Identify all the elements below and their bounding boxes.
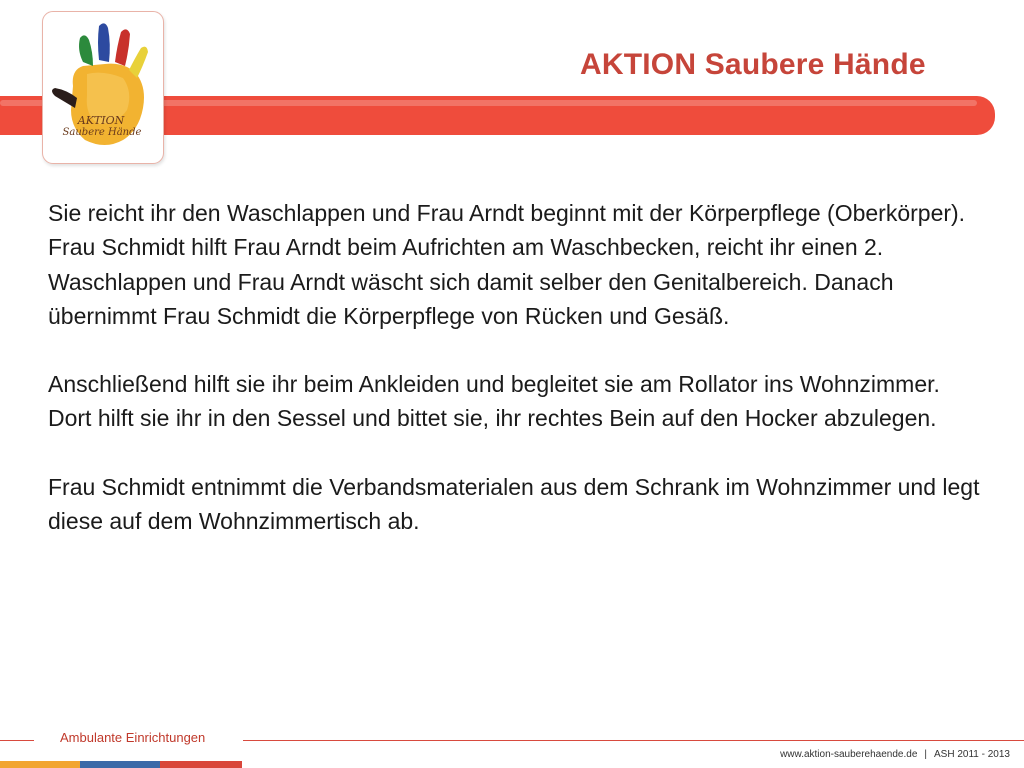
footer-divider-right — [243, 740, 1024, 741]
paragraph-1: Sie reicht ihr den Waschlappen und Frau Arndt beginnt mit der Körperpflege (Oberkörper). — [48, 200, 966, 226]
footer-info — [780, 749, 1010, 760]
hand-logo-icon — [43, 12, 163, 163]
footer-color-strip-blue — [80, 761, 160, 768]
aktion-logo — [42, 11, 164, 164]
footer-divider-left — [0, 740, 34, 741]
svg-text:Saubere Hände: Saubere Hände — [62, 127, 142, 138]
paragraph-3: Anschließend hilft sie ihr beim Ankleiden und begleitet sie am Rollator ins Wohnzimmer. Dort hilft sie ihr in den Sessel und bittet sie, ihr rechtes Bein auf den Hocker abzulegen. — [48, 371, 940, 432]
footer-copyright: ASH 2011 - 2013 — [934, 749, 1010, 760]
svg-text:AKTION: AKTION — [77, 114, 125, 127]
slide-body — [48, 196, 983, 538]
footer-color-strip-red — [160, 761, 242, 768]
paragraph-4: Frau Schmidt entnimmt die Verbandsmaterialen aus dem Schrank im Wohnzimmer und legt diese auf dem Wohnzimmertisch ab. — [48, 473, 980, 535]
page-title: AKTION Saubere Hände — [580, 48, 926, 81]
footer-color-strip-orange — [0, 761, 80, 768]
footer-section-label: Ambulante Einrichtungen — [60, 730, 206, 745]
footer-website: www.aktion-sauberehaende.de — [780, 749, 918, 760]
paragraph-2: Frau Schmidt hilft Frau Arndt beim Aufrichten am Waschbecken, reicht ihr einen 2. Waschlappen und Frau Arndt wäscht sich damit selber den Genitalbereich. Danach übernimmt Frau Schmidt die Körperpflege von Rücken und Gesäß. — [48, 234, 894, 329]
footer-separator: | — [924, 749, 928, 760]
